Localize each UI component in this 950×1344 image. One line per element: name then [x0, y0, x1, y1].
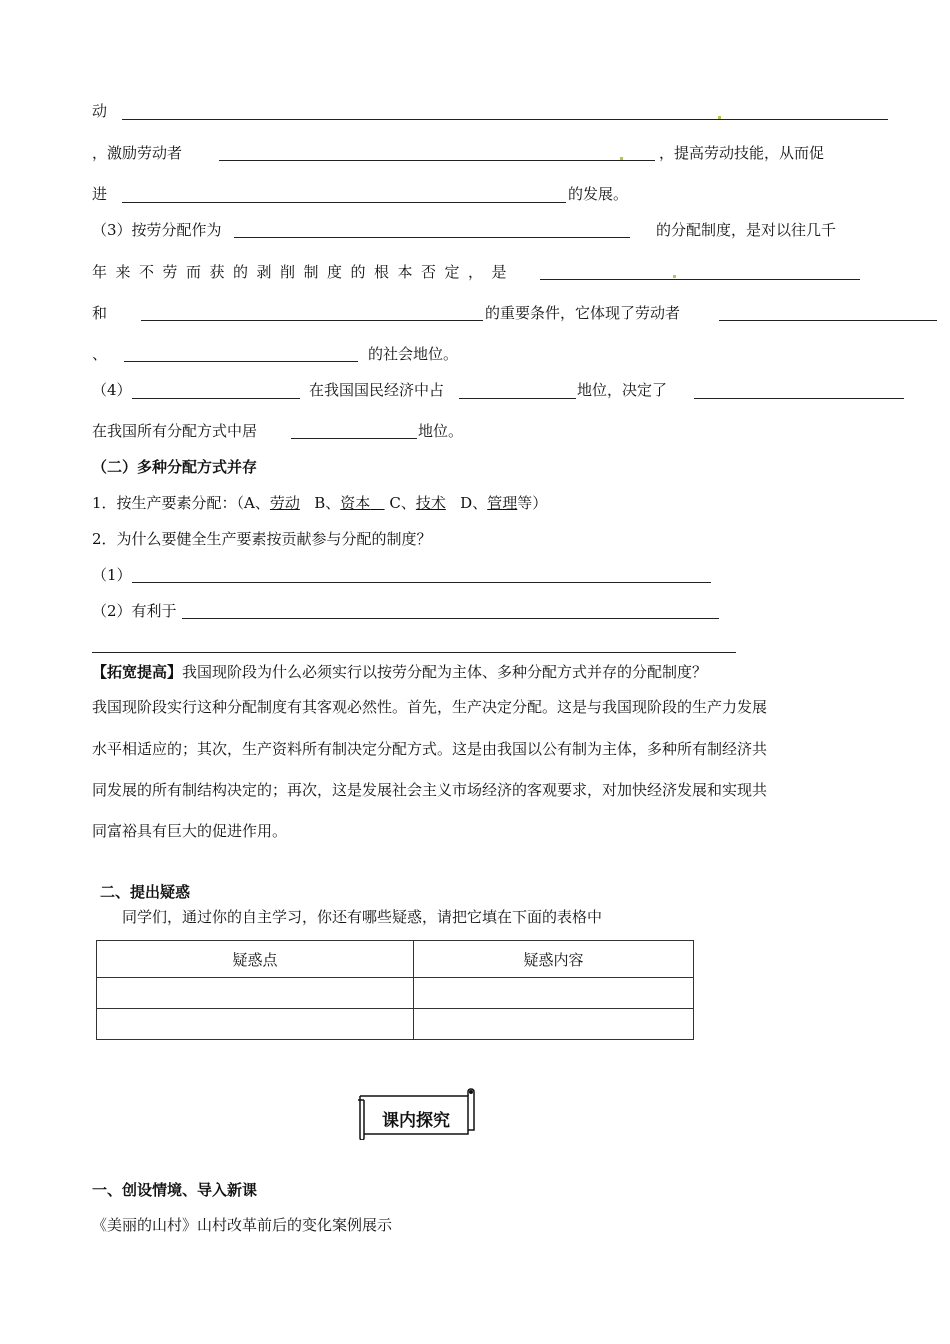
- blank-3[interactable]: [122, 202, 566, 203]
- doubts-intro: 同学们，通过你的自主学习，你还有哪些疑惑，请把它填在下面的表格中: [122, 908, 603, 926]
- sub-item-1: （1）: [92, 566, 132, 584]
- question-2: 2．为什么要健全生产要素按贡献参与分配的制度？: [92, 530, 432, 548]
- section-heading-multi-distribution: （二）多种分配方式并存: [92, 458, 258, 476]
- line-5: 年来不劳而获的剥削制度的根本否定，是: [92, 263, 516, 281]
- column-header: 疑惑内容: [414, 941, 694, 978]
- blank-8a[interactable]: [132, 398, 300, 399]
- expand-answer-line: 同富裕具有巨大的促进作用。: [92, 822, 288, 840]
- blank-sub-1[interactable]: [132, 582, 711, 583]
- blank-9[interactable]: [291, 438, 417, 439]
- expand-answer-line: 水平相适应的；其次，生产资料所有制决定分配方式。这是由我国以公有制为主体，多种所有制经济共: [92, 740, 768, 758]
- blank-sub-2[interactable]: [182, 618, 719, 619]
- blank-4[interactable]: [234, 237, 630, 238]
- table-header-row: [97, 941, 694, 978]
- marker-dot: [620, 157, 623, 160]
- blank-continuation[interactable]: [92, 652, 736, 653]
- expand-question: 【拓宽提高】我国现阶段为什么必须实行以按劳分配为主体、多种分配方式并存的分配制度？: [92, 663, 708, 681]
- blank-8c[interactable]: [694, 398, 904, 399]
- blank-6a[interactable]: [141, 320, 483, 321]
- line-9-suffix: 地位。: [418, 422, 464, 440]
- line-3: 进: [92, 185, 108, 203]
- blank-8b[interactable]: [459, 398, 576, 399]
- line-2: ，激励劳动者: [92, 144, 183, 162]
- table-row: [97, 1009, 694, 1040]
- section-banner: [354, 1088, 478, 1140]
- doubts-table: [96, 940, 694, 1040]
- expand-answer-line: 我国现阶段实行这种分配制度有其客观必然性。首先，生产决定分配。这是与我国现阶段的生产力发展: [92, 698, 768, 716]
- line-1: 动: [92, 102, 108, 120]
- line-2-suffix: ，提高劳动技能，从而促: [659, 144, 825, 162]
- sub-item-2: （2）有利于: [92, 602, 177, 620]
- line-3-suffix: 的发展。: [568, 185, 629, 203]
- expand-answer-line: 同发展的所有制结构决定的；再次，这是发展社会主义市场经济的客观要求，对加快经济发展和实现共: [92, 781, 768, 799]
- doubt-point-cell[interactable]: [97, 1009, 414, 1040]
- table-row: [97, 978, 694, 1009]
- blank-6b[interactable]: [719, 320, 937, 321]
- line-4-suffix: 的分配制度，是对以往几千: [656, 221, 837, 239]
- marker-dot: [673, 275, 676, 278]
- blank-7[interactable]: [124, 361, 358, 362]
- factor-list: 1．按生产要素分配：（A、劳动 B、资本 C、技术 D、管理等）: [92, 494, 548, 512]
- line-6: 和: [92, 304, 108, 322]
- blank-2[interactable]: [219, 160, 655, 161]
- banner-title: 课内探究: [382, 1111, 450, 1131]
- blank-1[interactable]: [122, 119, 888, 120]
- line-7-suffix: 的社会地位。: [368, 345, 459, 363]
- line-4: （3）按劳分配作为: [92, 221, 222, 239]
- line-8-mid2: 地位，决定了: [577, 381, 668, 399]
- doubt-content-cell[interactable]: [414, 1009, 694, 1040]
- line-6-mid: 的重要条件，它体现了劳动者: [485, 304, 681, 322]
- doubt-content-cell[interactable]: [414, 978, 694, 1009]
- line-8: （4）: [92, 381, 132, 399]
- marker-dot: [718, 116, 721, 119]
- blank-5[interactable]: [540, 279, 860, 280]
- line-9: 在我国所有分配方式中居: [92, 422, 258, 440]
- doubts-heading: 二、提出疑惑: [100, 883, 191, 901]
- inclass-text: 《美丽的山村》山村改革前后的变化案例展示: [92, 1216, 393, 1234]
- doubt-point-cell[interactable]: [97, 978, 414, 1009]
- line-8-mid1: 在我国国民经济中占: [309, 381, 445, 399]
- inclass-heading: 一、创设情境、导入新课: [92, 1181, 258, 1199]
- line-7: 、: [92, 345, 108, 363]
- column-header: 疑惑点: [97, 941, 414, 978]
